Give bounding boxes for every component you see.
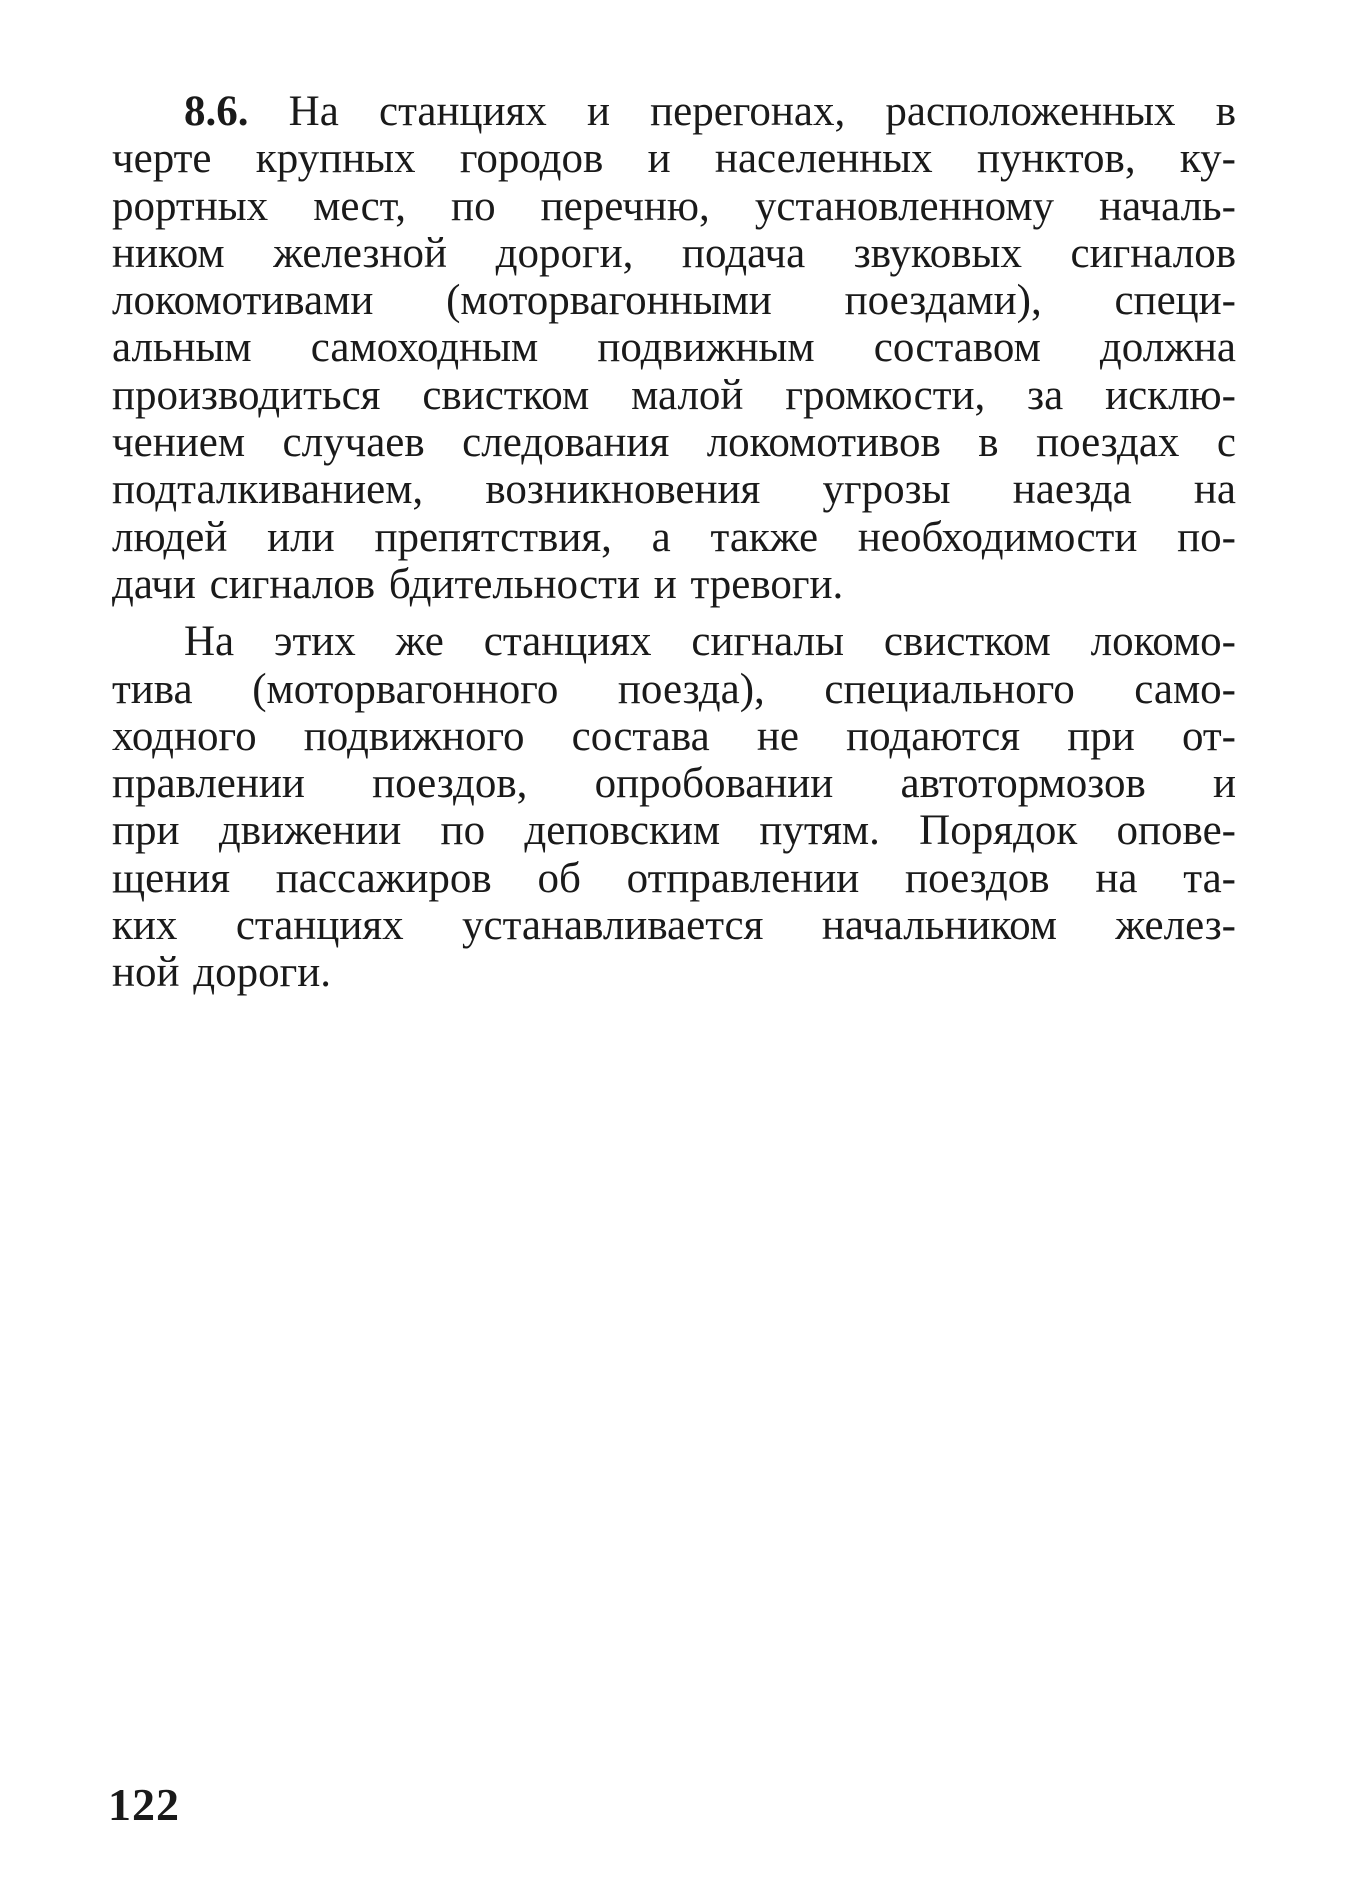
text-line: чением случаев следования локомотивов в поездах с [112, 419, 1236, 467]
paragraph-1 [112, 88, 1236, 608]
text-line: локомотивами (моторвагонными поездами), специ- [112, 277, 1236, 325]
section-number: 8.6. [184, 88, 249, 135]
text-line: 8.6. На станциях и перегонах, расположенных в [184, 88, 1237, 135]
text-line: производиться свистком малой громкости, за исклю- [112, 371, 1236, 419]
text-line: тива (моторвагонного поезда), специального само- [112, 665, 1236, 713]
text-line: щения пассажиров об отправлении поездов на та- [112, 854, 1236, 902]
text-line: дачи сигналов бдительности и тревоги. [112, 560, 844, 608]
text-line: черте крупных городов и населенных пунктов, ку- [112, 135, 1236, 183]
text-line: ходного подвижного состава не подаются при от- [112, 712, 1236, 760]
text-line: альным самоходным подвижным составом должна [112, 324, 1236, 372]
section-8-6 [112, 88, 1236, 997]
text-line: правлении поездов, опробовании автотормозов и [112, 760, 1236, 808]
text-line: при движении по деповским путям. Порядок опове- [112, 807, 1236, 855]
text-line: ких станциях устанавливается начальником желез- [112, 902, 1236, 950]
text-line: На этих же станциях сигналы свистком локомо- [184, 618, 1236, 666]
paragraph-2 [112, 618, 1236, 996]
text-line: ником железной дороги, подача звуковых сигналов [112, 229, 1236, 277]
text-line: подталкиванием, возникновения угрозы наезда на [112, 466, 1236, 514]
text-line: рортных мест, по перечню, установленному началь- [112, 182, 1236, 230]
page-number: 122 [108, 1779, 180, 1830]
text-line: людей или препятствия, а также необходимости по- [112, 513, 1236, 561]
text-line: ной дороги. [112, 949, 332, 997]
